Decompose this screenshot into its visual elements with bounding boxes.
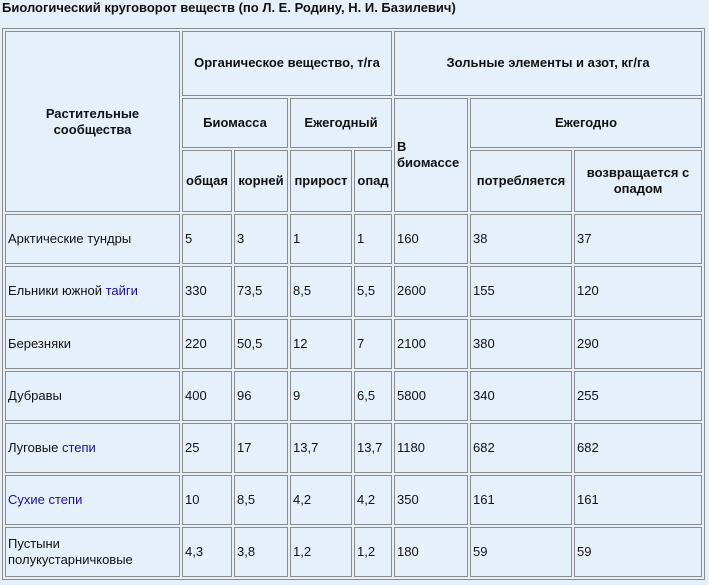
value-cell: 10 <box>182 475 232 525</box>
header-growth: прирост <box>290 150 352 213</box>
value-cell: 4,2 <box>354 475 392 525</box>
header-roots: корней <box>234 150 288 213</box>
value-cell: 8,5 <box>290 266 352 316</box>
header-consumed: потребляется <box>470 150 572 213</box>
value-cell: 1 <box>290 214 352 264</box>
header-ash: Зольные элементы и азот, кг/га <box>394 31 702 96</box>
value-cell: 120 <box>574 266 702 316</box>
value-cell: 2600 <box>394 266 468 316</box>
community-name-cell <box>5 423 180 473</box>
community-name-cell <box>5 475 180 525</box>
value-cell: 13,7 <box>354 423 392 473</box>
data-table-frame <box>2 28 705 580</box>
value-cell: 5,5 <box>354 266 392 316</box>
header-annually: Ежегодно <box>470 98 702 148</box>
table-row <box>5 423 702 473</box>
community-name-text: Березняки <box>8 335 72 351</box>
value-cell: 161 <box>470 475 572 525</box>
community-name-text: Ельники южной <box>8 283 106 299</box>
cycle-table <box>3 29 704 579</box>
value-cell: 350 <box>394 475 468 525</box>
value-cell: 682 <box>470 423 572 473</box>
community-name-cell <box>5 371 180 421</box>
value-cell: 59 <box>470 527 572 577</box>
value-cell: 5800 <box>394 371 468 421</box>
value-cell: 6,5 <box>354 371 392 421</box>
header-annual: Ежегодный <box>290 98 392 148</box>
value-cell: 59 <box>574 527 702 577</box>
table-row <box>5 527 702 577</box>
value-cell: 17 <box>234 423 288 473</box>
header-biomass: Биомасса <box>182 98 288 148</box>
value-cell: 340 <box>470 371 572 421</box>
value-cell: 161 <box>574 475 702 525</box>
table-row <box>5 475 702 525</box>
value-cell: 12 <box>290 319 352 369</box>
value-cell: 13,7 <box>290 423 352 473</box>
value-cell: 400 <box>182 371 232 421</box>
value-cell: 220 <box>182 319 232 369</box>
value-cell: 682 <box>574 423 702 473</box>
value-cell: 1 <box>354 214 392 264</box>
table-body <box>5 214 702 577</box>
value-cell: 2100 <box>394 319 468 369</box>
value-cell: 3 <box>234 214 288 264</box>
community-name-cell <box>5 266 180 316</box>
value-cell: 160 <box>394 214 468 264</box>
community-name-text: Арктические тундры <box>8 231 132 247</box>
community-name-link[interactable]: Сухие степи <box>8 491 83 507</box>
community-name-cell <box>5 527 180 577</box>
community-name-cell <box>5 319 180 369</box>
table-row <box>5 319 702 369</box>
value-cell: 155 <box>470 266 572 316</box>
value-cell: 7 <box>354 319 392 369</box>
value-cell: 180 <box>394 527 468 577</box>
value-cell: 255 <box>574 371 702 421</box>
value-cell: 1180 <box>394 423 468 473</box>
value-cell: 5 <box>182 214 232 264</box>
page-title: Биологический круговорот веществ (по Л. Е. Родину, Н. И. Базилевич) <box>2 0 456 15</box>
value-cell: 1,2 <box>354 527 392 577</box>
community-name-link[interactable]: тайги <box>105 283 138 299</box>
table-row <box>5 371 702 421</box>
value-cell: 25 <box>182 423 232 473</box>
value-cell: 38 <box>470 214 572 264</box>
table-row <box>5 214 702 264</box>
value-cell: 290 <box>574 319 702 369</box>
header-litter: опад <box>354 150 392 213</box>
value-cell: 4,2 <box>290 475 352 525</box>
community-name-cell <box>5 214 180 264</box>
community-name-text: Луговые <box>8 439 62 455</box>
header-community: Растительные сообщества <box>5 31 180 212</box>
community-name-text: Пустыни полукустарничковые <box>8 535 133 567</box>
header-returned: возвращается с опадом <box>574 150 702 213</box>
table-row <box>5 266 702 316</box>
value-cell: 37 <box>574 214 702 264</box>
value-cell: 8,5 <box>234 475 288 525</box>
value-cell: 50,5 <box>234 319 288 369</box>
value-cell: 3,8 <box>234 527 288 577</box>
value-cell: 9 <box>290 371 352 421</box>
header-organic: Органическое вещество, т/га <box>182 31 392 96</box>
value-cell: 4,3 <box>182 527 232 577</box>
community-name-text: Дубравы <box>8 387 62 403</box>
header-total: общая <box>182 150 232 213</box>
value-cell: 330 <box>182 266 232 316</box>
community-name-link[interactable]: степи <box>61 439 96 455</box>
value-cell: 1,2 <box>290 527 352 577</box>
value-cell: 96 <box>234 371 288 421</box>
value-cell: 380 <box>470 319 572 369</box>
value-cell: 73,5 <box>234 266 288 316</box>
header-in-biomass: В биомассе <box>394 98 468 213</box>
